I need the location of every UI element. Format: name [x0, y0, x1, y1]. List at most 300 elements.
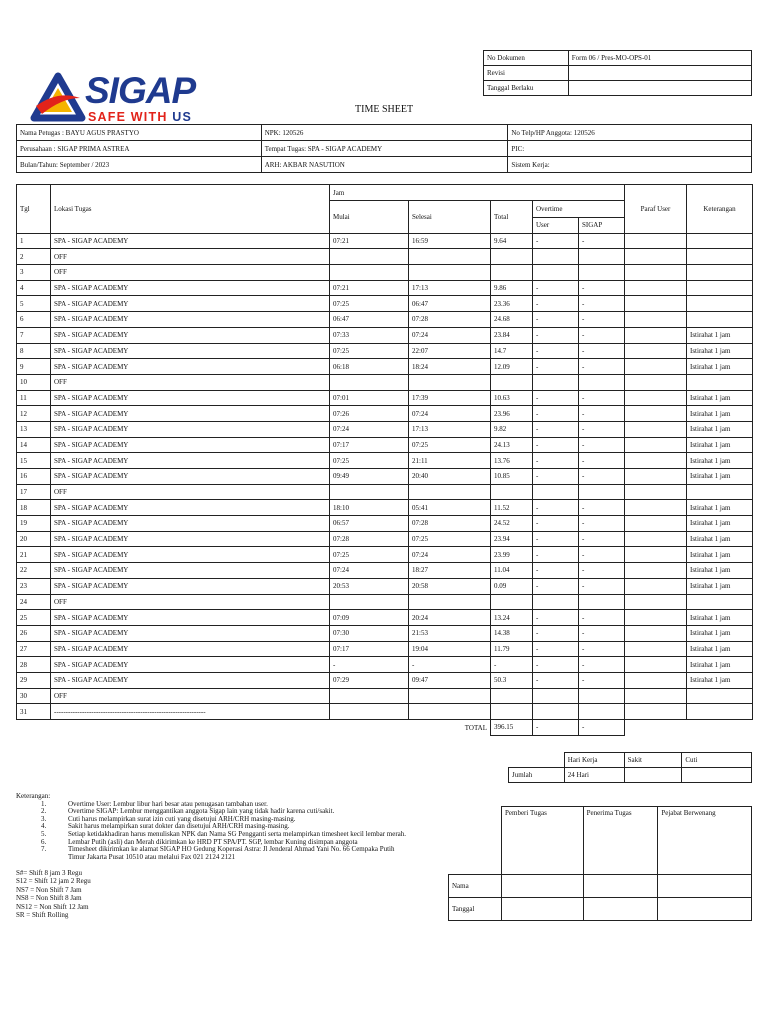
cell-mulai: 07:01 [330, 390, 409, 406]
name-pemberi-field[interactable] [501, 875, 583, 898]
cell-tgl: 29 [17, 672, 51, 688]
cell-tgl: 31 [17, 704, 51, 720]
cell-lokasi: SPA - SIGAP ACADEMY [51, 641, 330, 657]
table-row [17, 374, 753, 390]
cell-selesai: 20:58 [409, 578, 491, 594]
cell-sigap: - [579, 641, 625, 657]
table-row [17, 610, 753, 626]
cell-ket: Istirahat 1 jam [687, 327, 753, 343]
cell-selesai: 05:41 [409, 500, 491, 516]
table-row [17, 312, 753, 328]
cell-tgl: 8 [17, 343, 51, 359]
cell-total: 12.09 [491, 359, 533, 375]
cell-ket: Istirahat 1 jam [687, 578, 753, 594]
cell-paraf[interactable] [625, 625, 687, 641]
shift-item: S12 = Shift 12 jam 2 Regu [16, 877, 91, 886]
summary-sakit-value [624, 768, 682, 783]
cell-user: - [533, 500, 579, 516]
cell-user: - [533, 453, 579, 469]
cell-ket: Istirahat 1 jam [687, 641, 753, 657]
cell-mulai [330, 704, 409, 720]
cell-user: - [533, 280, 579, 296]
info-perusahaan: Perusahaan : SIGAP PRIMA ASTREA [17, 141, 262, 157]
cell-selesai: 21:53 [409, 625, 491, 641]
shift-item: NS8 = Non Shift 8 Jam [16, 894, 82, 903]
header-mulai: Mulai [330, 201, 409, 234]
cell-user [533, 484, 579, 500]
info-bulan: Bulan/Tahun: September / 2023 [17, 157, 262, 173]
cell-lokasi: OFF [51, 594, 330, 610]
cell-ket [687, 484, 753, 500]
cell-mulai [330, 265, 409, 281]
cell-ket: Istirahat 1 jam [687, 625, 753, 641]
cell-paraf[interactable] [625, 233, 687, 249]
cell-paraf[interactable] [625, 249, 687, 265]
cell-mulai: 07:25 [330, 343, 409, 359]
cell-total [491, 704, 533, 720]
timesheet-table [16, 184, 753, 736]
note-number: 7. [41, 845, 47, 854]
cell-paraf[interactable] [625, 327, 687, 343]
note-text: Lembar Putih (asli) dan Merah dikirimkan ke HRD PT SPA/PT. SGP, lembar Kuning disimpan anggota [68, 837, 358, 846]
cell-user: - [533, 641, 579, 657]
cell-total [491, 688, 533, 704]
cell-ket: Istirahat 1 jam [687, 359, 753, 375]
cell-lokasi: OFF [51, 265, 330, 281]
cell-user: - [533, 327, 579, 343]
cell-total: 11.79 [491, 641, 533, 657]
note-text: Sakit harus melampirkan surat dokter dan disetujui ARH/CRH masing-masing. [68, 822, 290, 831]
total-overtime-user: - [533, 720, 579, 736]
total-overtime-sigap: - [579, 720, 625, 736]
cell-sigap: - [579, 421, 625, 437]
cell-selesai [409, 265, 491, 281]
cell-user [533, 594, 579, 610]
cell-sigap: - [579, 578, 625, 594]
cell-paraf[interactable] [625, 547, 687, 563]
table-row [17, 641, 753, 657]
cell-ket: Istirahat 1 jam [687, 531, 753, 547]
cell-selesai: 18:27 [409, 563, 491, 579]
cell-paraf[interactable] [625, 343, 687, 359]
cell-total: 13.24 [491, 610, 533, 626]
cell-mulai [330, 688, 409, 704]
shift-item: S#= Shift 8 jam 3 Regu [16, 869, 82, 877]
cell-tgl: 18 [17, 500, 51, 516]
cell-tgl: 28 [17, 657, 51, 673]
cell-mulai: 07:28 [330, 531, 409, 547]
grand-total: 396.15 [491, 720, 533, 736]
cell-paraf[interactable] [625, 406, 687, 422]
cell-mulai: 07:25 [330, 547, 409, 563]
cell-selesai [409, 484, 491, 500]
cell-paraf[interactable] [625, 610, 687, 626]
cell-paraf[interactable] [625, 437, 687, 453]
cell-tgl: 21 [17, 547, 51, 563]
cell-paraf[interactable] [625, 657, 687, 673]
cell-lokasi: SPA - SIGAP ACADEMY [51, 563, 330, 579]
table-row [17, 280, 753, 296]
cell-selesai: 21:11 [409, 453, 491, 469]
header-overtime: Overtime [533, 201, 625, 218]
attendance-summary-table [508, 752, 752, 783]
table-row [17, 233, 753, 249]
cell-user: - [533, 657, 579, 673]
cell-mulai: 07:17 [330, 641, 409, 657]
cell-user: - [533, 610, 579, 626]
cell-ket: Istirahat 1 jam [687, 421, 753, 437]
cell-ket [687, 265, 753, 281]
cell-selesai: 22:07 [409, 343, 491, 359]
note-text: Timesheet dikirimkan ke alamat SIGAP HO Gedung Koperasi Astra: Jl Jenderal Ahmad Yani No. 66 Cempaka Putih Timur Jakarta Pusat 10510 atau melalui Fax 021 2124 2121 [68, 845, 395, 861]
info-sistem: Sistem Kerja: [508, 157, 752, 173]
page-title: TIME SHEET [355, 104, 414, 115]
info-pic: PIC: [508, 141, 752, 157]
cell-tgl: 30 [17, 688, 51, 704]
table-row [17, 547, 753, 563]
cell-user: - [533, 563, 579, 579]
cell-paraf[interactable] [625, 672, 687, 688]
cell-user: - [533, 359, 579, 375]
cell-mulai: 18:10 [330, 500, 409, 516]
info-nama: Nama Petugas : BAYU AGUS PRASTYO [17, 125, 262, 141]
cell-selesai: - [409, 657, 491, 673]
date-penerima-field[interactable] [583, 898, 658, 921]
cell-paraf[interactable] [625, 296, 687, 312]
cell-mulai: 06:57 [330, 516, 409, 532]
cell-mulai [330, 594, 409, 610]
cell-tgl: 26 [17, 625, 51, 641]
cell-lokasi: SPA - SIGAP ACADEMY [51, 625, 330, 641]
table-row [17, 500, 753, 516]
cell-tgl: 5 [17, 296, 51, 312]
cell-sigap [579, 688, 625, 704]
cell-mulai [330, 484, 409, 500]
cell-ket: Istirahat 1 jam [687, 390, 753, 406]
note-text: Cuti harus melampirkan surat izin cuti yang disetujui ARH/CRH masing-masing. [68, 814, 296, 823]
notes-title: Keterangan: [16, 792, 51, 800]
cell-selesai: 09:47 [409, 672, 491, 688]
cell-total: 13.76 [491, 453, 533, 469]
cell-selesai: 17:13 [409, 280, 491, 296]
cell-ket [687, 249, 753, 265]
sigap-emblem-icon [28, 68, 88, 128]
cell-mulai: 07:21 [330, 233, 409, 249]
brand-tagline [88, 110, 192, 124]
cell-total: 10.85 [491, 469, 533, 485]
cell-lokasi: OFF [51, 688, 330, 704]
cell-paraf[interactable] [625, 453, 687, 469]
cell-user: - [533, 469, 579, 485]
cell-selesai: 18:24 [409, 359, 491, 375]
cell-sigap: - [579, 625, 625, 641]
meta-value [568, 66, 751, 81]
note-number: 6. [41, 837, 47, 846]
cell-paraf[interactable] [625, 563, 687, 579]
cell-paraf[interactable] [625, 280, 687, 296]
cell-paraf[interactable] [625, 374, 687, 390]
table-row [17, 296, 753, 312]
cell-lokasi: SPA - SIGAP ACADEMY [51, 516, 330, 532]
cell-tgl: 17 [17, 484, 51, 500]
cell-total [491, 594, 533, 610]
cell-paraf[interactable] [625, 484, 687, 500]
cell-lokasi: SPA - SIGAP ACADEMY [51, 312, 330, 328]
table-row [17, 327, 753, 343]
header-paraf: Paraf User [625, 185, 687, 234]
cell-user: - [533, 406, 579, 422]
cell-sigap: - [579, 657, 625, 673]
cell-ket: Istirahat 1 jam [687, 453, 753, 469]
cell-lokasi: SPA - SIGAP ACADEMY [51, 500, 330, 516]
tagline-b: US [172, 110, 192, 124]
cell-lokasi: SPA - SIGAP ACADEMY [51, 453, 330, 469]
header-tgl: Tgl [17, 185, 51, 234]
meta-label: No Dokumen [484, 51, 569, 66]
cell-selesai: 07:25 [409, 437, 491, 453]
table-row [17, 563, 753, 579]
cell-total: 14.7 [491, 343, 533, 359]
cell-paraf[interactable] [625, 531, 687, 547]
table-row [17, 672, 753, 688]
cell-sigap: - [579, 516, 625, 532]
cell-user [533, 249, 579, 265]
shift-item: NS7 = Non Shift 7 Jam [16, 885, 82, 894]
cell-paraf[interactable] [625, 688, 687, 704]
cell-paraf[interactable] [625, 641, 687, 657]
cell-sigap: - [579, 296, 625, 312]
cell-ket: Istirahat 1 jam [687, 500, 753, 516]
cell-selesai: 20:24 [409, 610, 491, 626]
cell-mulai: 20:53 [330, 578, 409, 594]
cell-total: 23.96 [491, 406, 533, 422]
cell-sigap: - [579, 469, 625, 485]
cell-total: 23.36 [491, 296, 533, 312]
date-pemberi-field[interactable] [501, 898, 583, 921]
cell-paraf[interactable] [625, 500, 687, 516]
cell-ket [687, 594, 753, 610]
total-spacer [625, 720, 753, 736]
info-telp: No Telp/HP Anggota: 120526 [508, 125, 752, 141]
cell-total: 11.52 [491, 500, 533, 516]
cell-selesai [409, 249, 491, 265]
cell-ket: Istirahat 1 jam [687, 469, 753, 485]
cell-user: - [533, 421, 579, 437]
cell-lokasi: SPA - SIGAP ACADEMY [51, 437, 330, 453]
cell-tgl: 13 [17, 421, 51, 437]
summary-jumlah-hari: 24 Hari [564, 768, 624, 783]
cell-paraf[interactable] [625, 421, 687, 437]
cell-tgl: 25 [17, 610, 51, 626]
cell-mulai: 06:47 [330, 312, 409, 328]
signature-pemberi-tugas[interactable]: Pemberi Tugas [502, 807, 584, 875]
table-row [17, 578, 753, 594]
cell-total [491, 484, 533, 500]
cell-selesai: 20:40 [409, 469, 491, 485]
cell-paraf[interactable] [625, 704, 687, 720]
header-lokasi: Lokasi Tugas [51, 185, 330, 234]
table-row [17, 594, 753, 610]
table-row [17, 265, 753, 281]
cell-mulai: 07:33 [330, 327, 409, 343]
cell-selesai: 19:04 [409, 641, 491, 657]
document-meta-table [483, 50, 752, 96]
cell-selesai: 07:28 [409, 312, 491, 328]
summary-cuti-value [682, 768, 752, 783]
cell-user [533, 265, 579, 281]
table-row [17, 406, 753, 422]
cell-mulai: 07:25 [330, 453, 409, 469]
officer-info-table [16, 124, 752, 173]
summary-sakit: Sakit [624, 753, 682, 768]
note-number: 4. [41, 822, 47, 831]
cell-total: 24.52 [491, 516, 533, 532]
cell-paraf[interactable] [625, 312, 687, 328]
cell-sigap: - [579, 453, 625, 469]
cell-user [533, 688, 579, 704]
date-pejabat-field[interactable] [658, 898, 752, 921]
cell-ket: Istirahat 1 jam [687, 406, 753, 422]
cell-lokasi: SPA - SIGAP ACADEMY [51, 469, 330, 485]
meta-label: Revisi [484, 66, 569, 81]
signature-pejabat[interactable]: Pejabat Berwenang [658, 807, 752, 875]
cell-selesai [409, 704, 491, 720]
cell-lokasi: OFF [51, 484, 330, 500]
cell-mulai: 07:25 [330, 296, 409, 312]
cell-sigap [579, 265, 625, 281]
info-npk: NPK: 120526 [261, 125, 508, 141]
cell-tgl: 12 [17, 406, 51, 422]
cell-total: 23.84 [491, 327, 533, 343]
note-number: 1. [41, 799, 47, 808]
cell-ket [687, 280, 753, 296]
cell-selesai [409, 594, 491, 610]
cell-lokasi: SPA - SIGAP ACADEMY [51, 672, 330, 688]
meta-row [484, 51, 752, 66]
cell-ket: Istirahat 1 jam [687, 610, 753, 626]
cell-user: - [533, 390, 579, 406]
cell-tgl: 20 [17, 531, 51, 547]
cell-user [533, 374, 579, 390]
cell-total: 0.09 [491, 578, 533, 594]
cell-tgl: 7 [17, 327, 51, 343]
cell-tgl: 14 [17, 437, 51, 453]
cell-selesai: 16:59 [409, 233, 491, 249]
total-label: TOTAL [17, 720, 491, 736]
cell-selesai: 07:25 [409, 531, 491, 547]
cell-ket [687, 312, 753, 328]
name-pejabat-field[interactable] [658, 875, 752, 898]
cell-lokasi: ----------------------------------------------------------------- [51, 704, 330, 720]
cell-user: - [533, 343, 579, 359]
cell-paraf[interactable] [625, 390, 687, 406]
cell-lokasi: SPA - SIGAP ACADEMY [51, 390, 330, 406]
cell-sigap: - [579, 531, 625, 547]
cell-sigap: - [579, 280, 625, 296]
cell-tgl: 1 [17, 233, 51, 249]
note-number: 5. [41, 829, 47, 838]
cell-selesai: 06:47 [409, 296, 491, 312]
table-row [17, 469, 753, 485]
cell-sigap [579, 374, 625, 390]
cell-user: - [533, 547, 579, 563]
cell-ket: Istirahat 1 jam [687, 672, 753, 688]
table-row [17, 625, 753, 641]
cell-sigap: - [579, 437, 625, 453]
cell-user: - [533, 296, 579, 312]
note-number: 3. [41, 814, 47, 823]
cell-ket: Istirahat 1 jam [687, 437, 753, 453]
name-penerima-field[interactable] [583, 875, 658, 898]
cell-selesai: 17:13 [409, 421, 491, 437]
cell-mulai: 07:21 [330, 280, 409, 296]
table-row [17, 421, 753, 437]
sigap-logo [28, 68, 243, 128]
table-row [17, 531, 753, 547]
shift-item: NS12 = Non Shift 12 Jam [16, 902, 89, 911]
cell-lokasi: SPA - SIGAP ACADEMY [51, 296, 330, 312]
cell-paraf[interactable] [625, 578, 687, 594]
cell-paraf[interactable] [625, 359, 687, 375]
cell-sigap: - [579, 359, 625, 375]
cell-tgl: 27 [17, 641, 51, 657]
cell-sigap: - [579, 312, 625, 328]
cell-lokasi: SPA - SIGAP ACADEMY [51, 233, 330, 249]
cell-sigap [579, 484, 625, 500]
cell-lokasi: SPA - SIGAP ACADEMY [51, 359, 330, 375]
cell-user: - [533, 672, 579, 688]
cell-user: - [533, 578, 579, 594]
table-row [17, 516, 753, 532]
cell-selesai: 17:39 [409, 390, 491, 406]
cell-ket [687, 296, 753, 312]
cell-paraf[interactable] [625, 265, 687, 281]
cell-lokasi: SPA - SIGAP ACADEMY [51, 406, 330, 422]
cell-paraf[interactable] [625, 516, 687, 532]
cell-ket [687, 688, 753, 704]
cell-tgl: 19 [17, 516, 51, 532]
cell-paraf[interactable] [625, 469, 687, 485]
cell-mulai: 06:18 [330, 359, 409, 375]
cell-total: 23.99 [491, 547, 533, 563]
header-sigap: SIGAP [579, 218, 625, 234]
cell-user: - [533, 437, 579, 453]
cell-mulai: 07:26 [330, 406, 409, 422]
cell-total [491, 374, 533, 390]
cell-total: 9.86 [491, 280, 533, 296]
cell-tgl: 16 [17, 469, 51, 485]
table-row [17, 688, 753, 704]
cell-ket [687, 233, 753, 249]
table-row [17, 453, 753, 469]
cell-selesai: 07:28 [409, 516, 491, 532]
note-number: 2. [41, 807, 47, 816]
cell-total: 24.68 [491, 312, 533, 328]
signature-name-date-table [448, 874, 752, 921]
cell-sigap [579, 594, 625, 610]
cell-lokasi: SPA - SIGAP ACADEMY [51, 280, 330, 296]
cell-ket: Istirahat 1 jam [687, 657, 753, 673]
signature-penerima-tugas[interactable]: Penerima Tugas [583, 807, 658, 875]
signature-table [501, 806, 752, 875]
table-row [17, 343, 753, 359]
cell-tgl: 3 [17, 265, 51, 281]
cell-sigap [579, 249, 625, 265]
note-text: Setiap ketidakhadiran harus menuliskan NPK dan Nama SG Pengganti serta melampirkan timesheet kecil lembar merah. [68, 829, 407, 838]
cell-paraf[interactable] [625, 594, 687, 610]
cell-lokasi: SPA - SIGAP ACADEMY [51, 547, 330, 563]
cell-sigap: - [579, 672, 625, 688]
